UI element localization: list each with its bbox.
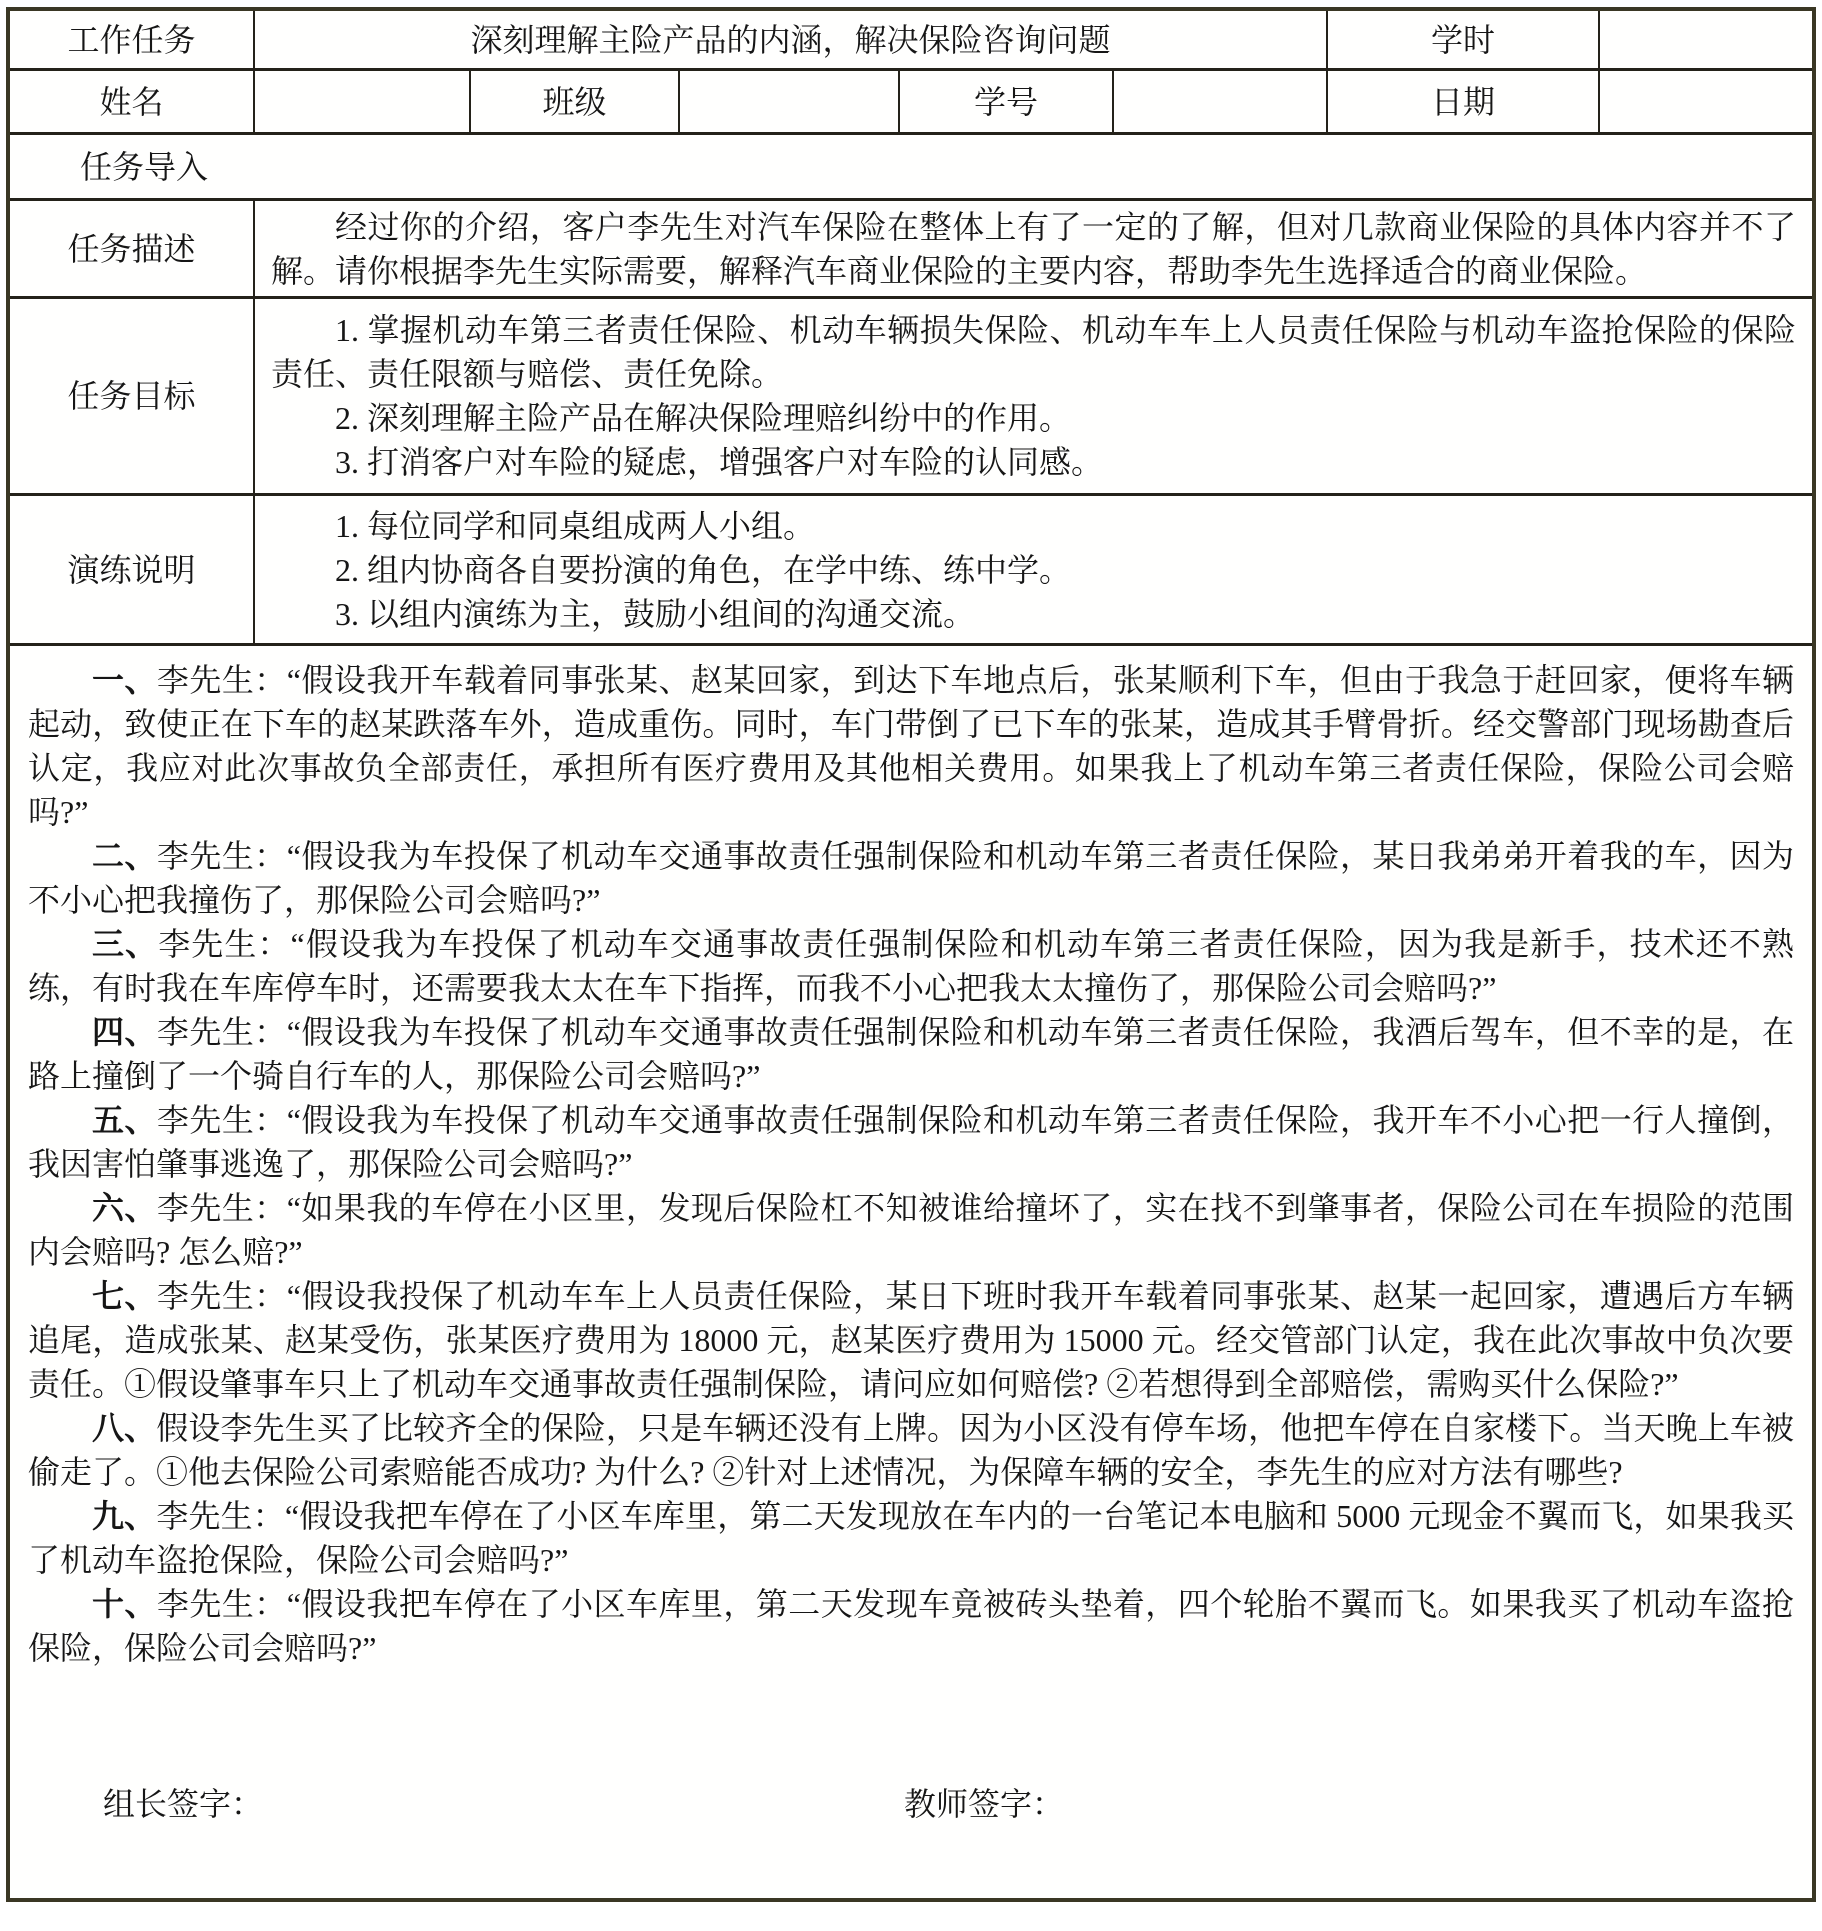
scenario-paragraph	[28, 1406, 1794, 1494]
scenario-paragraph	[28, 1494, 1794, 1582]
scenario-paragraph	[28, 834, 1794, 922]
task-goal-item: 3. 打消客户对车险的疑虑，增强客户对车险的认同感。	[335, 444, 1104, 480]
student-id-label-cell: 学号	[900, 71, 1114, 135]
scenario-paragraph-text: 李先生：“假设我为车投保了机动车交通事故责任强制保险和机动车第三者责任保险，我酒后驾车，但不幸的是，在路上撞倒了一个骑自行车的人，那保险公司会赔吗?”	[28, 1014, 1794, 1094]
scenario-paragraph	[28, 922, 1794, 1010]
scenario-paragraphs	[28, 658, 1794, 1670]
name-label-cell: 姓名	[10, 71, 255, 135]
scenario-paragraph-number: 五、	[92, 1102, 157, 1138]
scenario-paragraph-number: 八、	[92, 1410, 157, 1446]
drill-notes-item: 2. 组内协商各自要扮演的角色，在学中练、练中学。	[335, 551, 1072, 588]
drill-notes-label-cell: 演练说明	[10, 496, 255, 646]
scenario-paragraph-text: 李先生：“假设我开车载着同事张某、赵某回家，到达下车地点后，张某顺利下车，但由于我急于赶回家，便将车辆起动，致使正在下车的赵某跌落车外，造成重伤。同时，车门带倒了已下车的张某，造成其手臂骨折。经交警部门现场勘查后认定，我应对此次事故负全部责任，承担所有医疗费用及其他相关费用。如果我上了机动车第三者责任保险，保险公司会赔吗?”	[28, 662, 1794, 830]
scenario-paragraph-number: 十、	[92, 1586, 157, 1622]
signature-row	[28, 1782, 1794, 1826]
scenario-paragraph	[28, 1186, 1794, 1274]
date-value-cell	[1600, 71, 1812, 135]
date-label-cell: 日期	[1328, 71, 1600, 135]
scenario-paragraph-text: 假设李先生买了比较齐全的保险，只是车辆还没有上牌。因为小区没有停车场，他把车停在自家楼下。当天晚上车被偷走了。①他去保险公司索赔能否成功? 为什么? ②针对上述情况，为保障车辆的安全，李先生的应对方法有哪些?	[28, 1410, 1794, 1490]
scenario-paragraph-number: 七、	[92, 1278, 157, 1314]
drill-notes-content-cell	[255, 496, 1812, 646]
name-value-cell	[255, 71, 471, 135]
scenario-paragraph-number: 四、	[92, 1014, 157, 1050]
drill-notes-item: 1. 每位同学和同桌组成两人小组。	[335, 507, 816, 544]
scenario-paragraph-text: 李先生：“假设我把车停在了小区车库里，第二天发现车竟被砖头垫着，四个轮胎不翼而飞。如果我买了机动车盗抢保险，保险公司会赔吗?”	[28, 1586, 1794, 1666]
scenario-paragraph-text: 李先生：“如果我的车停在小区里，发现后保险杠不知被谁给撞坏了，实在找不到肇事者，保险公司在车损险的范围内会赔吗? 怎么赔?”	[28, 1190, 1794, 1270]
task-goal-item: 2. 深刻理解主险产品在解决保险理赔纠纷中的作用。	[335, 400, 1072, 436]
scenario-paragraph-text: 李先生：“假设我投保了机动车车上人员责任保险，某日下班时我开车载着同事张某、赵某一起回家，遭遇后方车辆追尾，造成张某、赵某受伤，张某医疗费用为 18000 元，赵某医疗费用为 15000 元。经交管部门认定，我在此次事故中负次要责任。①假设肇事车只上了机动车交通事故责任强制保险，请问应如何赔偿? ②若想得到全部赔偿，需购买什么保险?”	[28, 1278, 1794, 1402]
scenario-paragraph-text: 李先生：“假设我把车停在了小区车库里，第二天发现放在车内的一台笔记本电脑和 5000 元现金不翼而飞，如果我买了机动车盗抢保险，保险公司会赔吗?”	[28, 1498, 1794, 1578]
task-description-text: 经过你的介绍，客户李先生对汽车保险在整体上有了一定的了解，但对几款商业保险的具体内容并不了解。请你根据李先生实际需要，解释汽车商业保险的主要内容，帮助李先生选择适合的商业保险。	[271, 208, 1796, 289]
task-goal-item: 1. 掌握机动车第三者责任保险、机动车辆损失保险、机动车车上人员责任保险与机动车盗抢保险的保险责任、责任限额与赔偿、责任免除。	[271, 312, 1796, 392]
scenario-paragraph	[28, 1274, 1794, 1406]
scenario-paragraph-number: 六、	[92, 1190, 157, 1226]
scenario-paragraph-number: 一、	[92, 662, 157, 698]
class-hours-label-cell: 学时	[1328, 11, 1600, 71]
work-task-label-cell: 工作任务	[10, 11, 255, 71]
scenario-paragraph	[28, 1582, 1794, 1670]
task-description-content-cell	[255, 201, 1812, 299]
scenario-paragraph-text: 李先生：“假设我为车投保了机动车交通事故责任强制保险和机动车第三者责任保险，某日我弟弟开着我的车，因为不小心把我撞伤了，那保险公司会赔吗?”	[28, 838, 1794, 918]
work-task-value-cell: 深刻理解主险产品的内涵，解决保险咨询问题	[255, 11, 1328, 71]
task-goal-content-cell	[255, 299, 1812, 496]
teacher-signature-label: 教师签字：	[904, 1786, 1065, 1822]
drill-notes-item: 3. 以组内演练为主，鼓励小组间的沟通交流。	[335, 595, 976, 632]
class-value-cell	[680, 71, 900, 135]
scenario-paragraph	[28, 1010, 1794, 1098]
worksheet-table	[6, 7, 1816, 1902]
scenario-paragraph-number: 九、	[92, 1498, 157, 1534]
scenario-paragraph	[28, 658, 1794, 834]
task-description-label-cell: 任务描述	[10, 201, 255, 299]
group-leader-signature-label: 组长签字：	[103, 1786, 264, 1822]
task-intro-row	[10, 135, 1812, 201]
task-goal-label-cell: 任务目标	[10, 299, 255, 496]
scenario-paragraph-number: 三、	[92, 926, 159, 962]
scenario-body-cell	[10, 646, 1812, 1898]
student-id-value-cell	[1114, 71, 1328, 135]
class-label-cell: 班级	[471, 71, 680, 135]
task-intro-label: 任务导入	[79, 148, 208, 185]
scenario-paragraph-number: 二、	[92, 838, 157, 874]
scenario-paragraph-text: 李先生：“假设我为车投保了机动车交通事故责任强制保险和机动车第三者责任保险，因为我是新手，技术还不熟练，有时我在车库停车时，还需要我太太在车下指挥，而我不小心把我太太撞伤了，那保险公司会赔吗?”	[28, 926, 1794, 1006]
scenario-paragraph	[28, 1098, 1794, 1186]
class-hours-value-cell	[1600, 11, 1812, 71]
scenario-paragraph-text: 李先生：“假设我为车投保了机动车交通事故责任强制保险和机动车第三者责任保险，我开车不小心把一行人撞倒，我因害怕肇事逃逸了，那保险公司会赔吗?”	[28, 1102, 1794, 1182]
